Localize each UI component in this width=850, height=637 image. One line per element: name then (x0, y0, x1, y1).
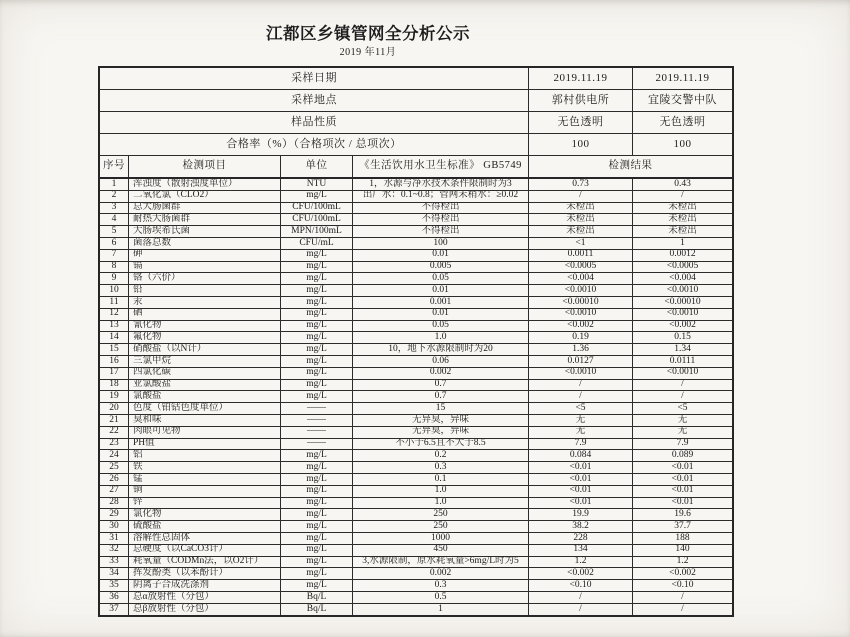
cell-result-2: 0.089 (671, 450, 694, 460)
cell-result-1: / (529, 604, 633, 616)
info-row-sampling-date (100, 68, 732, 90)
cell-seq: 31 (100, 533, 129, 544)
cell-result-1: 0.084 (529, 450, 633, 461)
cell-unit: NTU (281, 179, 353, 190)
cell-standard: 无异臭，异味 (353, 415, 529, 426)
info-label: 合格率（%）（合格项次 / 总项次） (100, 134, 529, 155)
cell-standard: 出厂水：0.1~0.8；管网末稍水：≥0.02 (353, 191, 529, 202)
cell-unit: mg/L (281, 321, 353, 332)
cell-seq: 17 (100, 368, 129, 379)
table-row (100, 297, 732, 309)
cell-unit: —— (281, 403, 353, 414)
document-subtitle: 2019 年11月 (339, 47, 397, 58)
cell-seq: 2 (100, 191, 129, 202)
cell-result-1: <0.002 (529, 568, 633, 579)
table-row (100, 568, 732, 580)
table-row (100, 521, 732, 533)
cell-seq: 23 (100, 439, 129, 450)
table-row (100, 273, 732, 285)
cell-result-1: 未检出 (529, 203, 633, 214)
cell-unit: mg/L (281, 557, 353, 568)
cell-standard: 不小于6.5且不大于8.5 (353, 439, 529, 450)
cell-seq: 20 (100, 403, 129, 414)
cell-item: 亚氯酸盐 (129, 380, 281, 391)
cell-seq: 33 (100, 557, 129, 568)
cell-standard: 3,水源限制，原水耗氧量>6mg/L时为5 (353, 557, 529, 568)
cell-standard: 450 (353, 545, 529, 556)
cell-result-1: <0.0005 (529, 262, 633, 273)
cell-seq: 3 (100, 203, 129, 214)
cell-item: 耐热大肠菌群 (129, 214, 281, 225)
cell-result-1: 0.19 (529, 332, 633, 343)
cell-seq: 32 (100, 545, 129, 556)
header-item: 检测项目 (129, 156, 281, 177)
cell-item: 浑浊度（散射浊度单位） (129, 179, 281, 190)
cell-result-1: <0.0010 (529, 309, 633, 320)
table-row (100, 203, 732, 215)
cell-standard: 无异臭，异味 (353, 427, 529, 438)
cell-seq: 22 (100, 427, 129, 438)
cell-unit: mg/L (281, 462, 353, 473)
info-value-site1: 100 (529, 134, 633, 155)
cell-result-2: <0.01 (671, 462, 694, 472)
cell-standard: 0.01 (353, 250, 529, 261)
cell-standard: 不得检出 (353, 203, 529, 214)
cell-unit: mg/L (281, 250, 353, 261)
table-row (100, 179, 732, 191)
table-row (100, 380, 732, 392)
cell-item: 肉眼可见物 (129, 427, 281, 438)
cell-standard: 0.5 (353, 592, 529, 603)
cell-standard: 100 (353, 238, 529, 249)
cell-unit: mg/L (281, 486, 353, 497)
cell-unit: mg/L (281, 498, 353, 509)
cell-result-2: <0.004 (669, 273, 696, 284)
cell-result-1: 7.9 (529, 439, 633, 450)
cell-standard: 0.05 (353, 273, 529, 284)
cell-unit: mg/L (281, 521, 353, 532)
cell-result-1: 0.0011 (529, 250, 633, 261)
cell-seq: 7 (100, 250, 129, 261)
table-row (100, 580, 732, 592)
cell-result-2: / (681, 603, 684, 614)
cell-result-2: / (681, 190, 684, 201)
cell-standard: 0.7 (353, 380, 529, 391)
cell-item: 总大肠菌群 (129, 203, 281, 214)
cell-item: 铁 (129, 462, 281, 473)
cell-result-2: 无 (677, 426, 688, 437)
cell-result-2: 19.6 (674, 509, 691, 519)
cell-result-1: 未检出 (529, 226, 633, 237)
cell-seq: 30 (100, 521, 129, 532)
cell-result-2: <0.00010 (664, 296, 701, 307)
cell-seq: 29 (100, 509, 129, 520)
table-row (100, 191, 732, 203)
cell-item: 镉 (129, 262, 281, 273)
cell-seq: 13 (100, 321, 129, 332)
cell-result-1: 1.2 (529, 557, 633, 568)
cell-result-2: 0.0111 (669, 355, 696, 366)
cell-standard: 1000 (353, 533, 529, 544)
cell-unit: mg/L (281, 450, 353, 461)
info-value-site1: 2019.11.19 (529, 68, 633, 89)
cell-standard: 0.3 (353, 580, 529, 591)
cell-seq: 25 (100, 462, 129, 473)
cell-seq: 5 (100, 226, 129, 237)
cell-result-2: <0.0010 (666, 285, 699, 295)
table-header-row (100, 156, 732, 179)
table-row (100, 226, 732, 238)
cell-unit: —— (281, 439, 353, 450)
cell-item: 总β放射性（分包） (129, 604, 281, 616)
info-label: 采样地点 (100, 90, 529, 111)
cell-standard: 0.01 (353, 309, 529, 320)
info-value-site2: 2019.11.19 (655, 72, 710, 84)
cell-unit: mg/L (281, 262, 353, 273)
cell-seq: 18 (100, 380, 129, 391)
cell-unit: —— (281, 415, 353, 426)
table-row (100, 486, 732, 498)
cell-standard: 0.1 (353, 474, 529, 485)
cell-result-1: <0.10 (529, 580, 633, 591)
cell-result-2: 0.43 (674, 179, 691, 189)
cell-unit: mg/L (281, 391, 353, 402)
cell-result-1: 19.9 (529, 509, 633, 520)
cell-result-1: / (529, 391, 633, 402)
cell-unit: —— (281, 427, 353, 438)
cell-seq: 34 (100, 568, 129, 579)
cell-seq: 28 (100, 498, 129, 509)
table-row (100, 250, 732, 262)
cell-unit: mg/L (281, 309, 353, 320)
cell-result-2: 140 (675, 544, 690, 555)
cell-item: 氯化物 (129, 509, 281, 520)
info-label: 样品性质 (100, 112, 529, 133)
cell-item: PH值 (129, 439, 281, 450)
cell-standard: 1.0 (353, 332, 529, 343)
cell-unit: mg/L (281, 297, 353, 308)
cell-result-2: <0.01 (671, 485, 694, 496)
cell-unit: mg/L (281, 509, 353, 520)
cell-unit: mg/L (281, 332, 353, 343)
cell-seq: 26 (100, 474, 129, 485)
cell-standard: 0.002 (353, 368, 529, 379)
cell-standard: 0.05 (353, 321, 529, 332)
cell-item: 溶解性总固体 (129, 533, 281, 544)
cell-unit: mg/L (281, 356, 353, 367)
table-row (100, 214, 732, 226)
cell-result-2: 0.0012 (669, 249, 696, 260)
cell-item: 砷 (129, 250, 281, 261)
table-row (100, 498, 732, 510)
cell-standard: 1，水源与净水技术条件限制时为3 (353, 179, 529, 190)
cell-standard: 1.0 (353, 486, 529, 497)
cell-result-2: <0.0010 (666, 308, 699, 319)
cell-result-2: <0.002 (669, 320, 696, 331)
cell-item: 汞 (129, 297, 281, 308)
table-row (100, 450, 732, 462)
cell-result-2: <0.01 (671, 497, 694, 508)
analysis-table (98, 66, 734, 617)
table-row (100, 509, 732, 521)
table-row (100, 368, 732, 380)
cell-item: 总α放射性（分包） (129, 592, 281, 603)
table-row (100, 403, 732, 415)
table-row (100, 545, 732, 557)
cell-standard: 250 (353, 521, 529, 532)
cell-standard: 0.06 (353, 356, 529, 367)
info-value-site1: 郭村供电所 (529, 90, 633, 111)
cell-standard: 1.0 (353, 498, 529, 509)
cell-result-1: <0.01 (529, 486, 633, 497)
cell-seq: 1 (100, 179, 129, 190)
cell-result-1: / (529, 380, 633, 391)
cell-seq: 35 (100, 580, 129, 591)
cell-result-1: <0.0010 (529, 285, 633, 296)
cell-result-1: 未检出 (529, 214, 633, 225)
cell-result-2: <0.0010 (666, 367, 699, 378)
cell-unit: mg/L (281, 580, 353, 591)
cell-item: 锌 (129, 498, 281, 509)
cell-result-1: 无 (529, 415, 633, 426)
cell-item: 挥发酚类（以苯酚计） (129, 568, 281, 579)
cell-standard: 15 (353, 403, 529, 414)
table-row (100, 285, 732, 297)
cell-unit: mg/L (281, 568, 353, 579)
header-unit: 单位 (281, 156, 353, 177)
cell-result-1: 0.0127 (529, 356, 633, 367)
cell-result-1: <0.00010 (529, 297, 633, 308)
cell-seq: 10 (100, 285, 129, 296)
cell-standard: 0.3 (353, 462, 529, 473)
cell-seq: 9 (100, 273, 129, 284)
cell-result-2: 未检出 (668, 226, 697, 236)
cell-result-1: 0.73 (529, 179, 633, 190)
cell-unit: Bq/L (281, 592, 353, 603)
cell-item: 色度（铂钴色度单位） (129, 403, 281, 414)
table-row (100, 309, 732, 321)
cell-item: 铝 (129, 450, 281, 461)
cell-item: 硝酸盐（以N计） (129, 344, 281, 355)
cell-item: 耗氧量（CODMn法，以O2计） (129, 557, 281, 568)
cell-standard: 0.001 (353, 297, 529, 308)
cell-unit: CFU/100mL (281, 203, 353, 214)
cell-standard: 不得检出 (353, 226, 529, 237)
cell-item: 氟化物 (129, 332, 281, 343)
cell-item: 三氯甲烷 (129, 356, 281, 367)
cell-result-2: <0.10 (671, 580, 694, 590)
cell-item: 臭和味 (129, 415, 281, 426)
info-value-site2: 100 (673, 138, 692, 150)
cell-result-1: <0.01 (529, 474, 633, 485)
cell-result-2: <5 (677, 403, 688, 413)
cell-result-2: 1.2 (676, 556, 689, 567)
cell-standard: 10，地下水源限制时为20 (353, 344, 529, 355)
table-row (100, 356, 732, 368)
cell-standard: 0.2 (353, 450, 529, 461)
cell-seq: 15 (100, 344, 129, 355)
table-row (100, 332, 732, 344)
cell-seq: 12 (100, 309, 129, 320)
cell-seq: 36 (100, 592, 129, 603)
cell-standard: 0.01 (353, 285, 529, 296)
cell-unit: mg/L (281, 533, 353, 544)
cell-result-2: 无 (677, 414, 688, 425)
cell-item: 氯酸盐 (129, 391, 281, 402)
cell-seq: 14 (100, 332, 129, 343)
cell-item: 二氧化氯（CLO2） (129, 191, 281, 202)
cell-unit: mg/L (281, 191, 353, 202)
info-value-site2: 无色透明 (659, 116, 706, 128)
cell-item: 铬（六价） (129, 273, 281, 284)
table-row (100, 321, 732, 333)
table-row (100, 462, 732, 474)
header-result: 检测结果 (608, 160, 653, 172)
cell-result-2: 未检出 (668, 214, 697, 225)
cell-item: 铜 (129, 486, 281, 497)
cell-seq: 4 (100, 214, 129, 225)
cell-result-2: <0.0005 (666, 261, 699, 272)
cell-item: 大肠埃希氏菌 (129, 226, 281, 237)
cell-item: 氰化物 (129, 321, 281, 332)
cell-result-1: / (529, 592, 633, 603)
cell-result-1: 228 (529, 533, 633, 544)
cell-result-2: 188 (675, 532, 690, 543)
cell-unit: mg/L (281, 474, 353, 485)
table-row (100, 474, 732, 486)
table-row (100, 262, 732, 274)
cell-unit: mg/L (281, 344, 353, 355)
cell-standard: 0.7 (353, 391, 529, 402)
cell-unit: mg/L (281, 380, 353, 391)
cell-unit: MPN/100mL (281, 226, 353, 237)
cell-seq: 24 (100, 450, 129, 461)
cell-seq: 6 (100, 238, 129, 249)
info-label: 采样日期 (100, 68, 529, 89)
cell-result-2: / (681, 391, 684, 401)
cell-seq: 16 (100, 356, 129, 367)
cell-result-1: <0.002 (529, 321, 633, 332)
info-row-pass-rate (100, 134, 732, 156)
cell-result-1: 38.2 (529, 521, 633, 532)
table-row (100, 344, 732, 356)
cell-unit: mg/L (281, 545, 353, 556)
info-value-site1: 无色透明 (529, 112, 633, 133)
cell-result-2: 0.15 (674, 332, 691, 342)
cell-result-1: 134 (529, 545, 633, 556)
cell-seq: 11 (100, 297, 129, 308)
cell-seq: 27 (100, 486, 129, 497)
cell-unit: CFU/100mL (281, 214, 353, 225)
cell-result-2: <0.01 (671, 473, 694, 484)
table-row (100, 427, 732, 439)
info-row-sampling-location (100, 90, 732, 112)
data-rows (100, 179, 732, 615)
cell-result-2: 未检出 (668, 202, 697, 213)
cell-result-1: / (529, 191, 633, 202)
cell-item: 四氯化碳 (129, 368, 281, 379)
document-title: 江都区乡镇管网全分析公示 (266, 24, 470, 43)
cell-result-1: 1.36 (529, 344, 633, 355)
cell-standard: 0.005 (353, 262, 529, 273)
cell-seq: 8 (100, 262, 129, 273)
info-row-sample-nature (100, 112, 732, 134)
cell-unit: Bq/L (281, 604, 353, 616)
cell-standard: 0.002 (353, 568, 529, 579)
table-row (100, 391, 732, 403)
cell-unit: mg/L (281, 273, 353, 284)
cell-seq: 21 (100, 415, 129, 426)
cell-standard: 250 (353, 509, 529, 520)
cell-standard: 1 (353, 604, 529, 616)
table-row (100, 415, 732, 427)
table-row (100, 592, 732, 604)
cell-result-1: <0.004 (529, 273, 633, 284)
cell-result-2: / (681, 379, 684, 390)
cell-item: 铅 (129, 285, 281, 296)
cell-result-1: 无 (529, 427, 633, 438)
cell-result-2: 37.7 (674, 521, 691, 531)
cell-result-1: <5 (529, 403, 633, 414)
table-row (100, 439, 732, 451)
cell-result-2: 1.34 (674, 344, 691, 354)
cell-item: 总硬度（以CaCO3计） (129, 545, 281, 556)
cell-unit: mg/L (281, 285, 353, 296)
cell-result-2: <0.002 (669, 568, 696, 578)
cell-unit: CFU/mL (281, 238, 353, 249)
cell-unit: mg/L (281, 368, 353, 379)
table-row (100, 238, 732, 250)
cell-result-1: <1 (529, 238, 633, 249)
cell-result-2: 7.9 (676, 438, 689, 449)
cell-standard: 不得检出 (353, 214, 529, 225)
cell-item: 菌落总数 (129, 238, 281, 249)
cell-result-2: 1 (680, 237, 685, 248)
cell-item: 硫酸盐 (129, 521, 281, 532)
header-seq: 序号 (100, 156, 129, 177)
cell-item: 锰 (129, 474, 281, 485)
cell-item: 硒 (129, 309, 281, 320)
header-standard: 《生活饮用水卫生标准》 GB5749 (353, 156, 529, 177)
cell-result-1: <0.01 (529, 462, 633, 473)
cell-item: 阴离子合成洗涤剂 (129, 580, 281, 591)
cell-result-1: <0.01 (529, 498, 633, 509)
table-row (100, 604, 732, 616)
cell-result-2: / (681, 591, 684, 602)
table-row (100, 557, 732, 569)
cell-seq: 37 (100, 604, 129, 616)
info-value-site2: 宜陵交警中队 (648, 94, 717, 106)
table-row (100, 533, 732, 545)
cell-result-1: <0.0010 (529, 368, 633, 379)
cell-seq: 19 (100, 391, 129, 402)
